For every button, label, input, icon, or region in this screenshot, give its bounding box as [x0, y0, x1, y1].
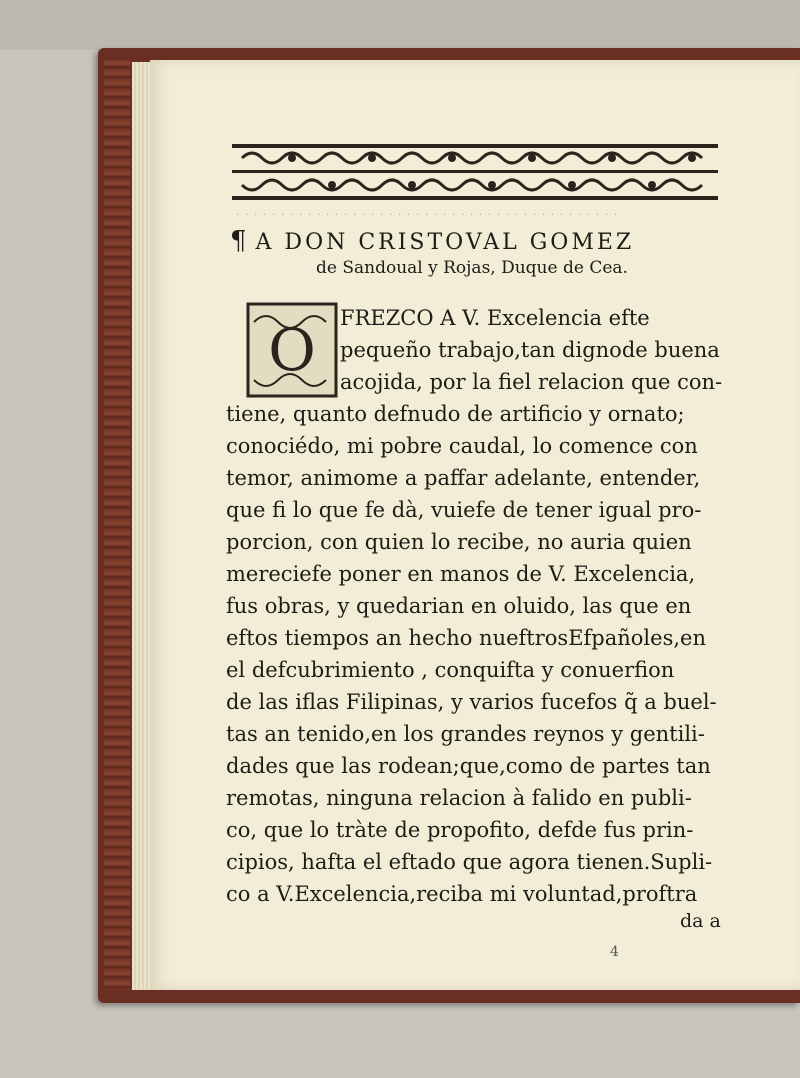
- dedication-subheading: de Sandoual y Rojas, Duque de Cea.: [316, 258, 628, 278]
- background-strip: [0, 0, 800, 50]
- text-line-4: tiene, quanto defnudo de artificio y ornato;: [226, 402, 685, 426]
- text-line-9: mereciefe poner en manos de V. Excelencia,: [226, 562, 696, 586]
- decorated-initial: [246, 302, 338, 398]
- initial-letter: O: [268, 316, 316, 384]
- text-line-8: porcion, con quien lo recibe, no auria quien: [226, 530, 692, 554]
- text-line-13: de las iflas Filipinas, y varios fucefos q̃ a buel-: [226, 690, 717, 714]
- text-line-19: co a V.Excelencia,reciba mi voluntad,proftra: [226, 882, 698, 906]
- page-edges: [132, 62, 152, 990]
- signature-mark: 4: [610, 944, 619, 960]
- dedication-heading: [230, 226, 720, 258]
- text-line-1: FREZCO A V. Excelencia efte: [340, 306, 650, 330]
- text-line-12: el defcubrimiento , conquifta y conuerfion: [226, 658, 675, 682]
- heading-text: A DON CRISTOVAL GOMEZ: [255, 230, 635, 255]
- show-through-text: · · · · · · · · · · · · · · · · · · · · · · · · · · · · · · · · · · · · · · · · · · ·: [236, 208, 619, 221]
- pilcrow: ¶: [230, 226, 250, 256]
- text-line-15: dades que las rodean;que,como de partes tan: [226, 754, 711, 778]
- text-line-14: tas an tenido,en los grandes reynos y gentili-: [226, 722, 705, 746]
- text-line-3: acojida, por la fiel relacion que con-: [340, 370, 723, 394]
- text-line-2: pequeño trabajo,tan dignode buena: [340, 338, 720, 362]
- cover-tooling: [104, 60, 130, 990]
- text-line-16: remotas, ninguna relacion à falido en publi-: [226, 786, 692, 810]
- text-line-5: conociédo, mi pobre caudal, lo comence con: [226, 434, 698, 458]
- catchword: da a: [680, 910, 721, 932]
- text-line-17: co, que lo tràte de propofito, defde fus prin-: [226, 818, 694, 842]
- text-line-10: fus obras, y quedarian en oluido, las que en: [226, 594, 692, 618]
- text-line-6: temor, animome a paffar adelante, entender,: [226, 466, 701, 490]
- text-line-18: cipios, hafta el eftado que agora tienen.Supli-: [226, 850, 713, 874]
- text-line-11: eftos tiempos an hecho nueftrosEfpañoles,en: [226, 626, 706, 650]
- text-line-7: que fi lo que fe dà, vuiefe de tener igual pro-: [226, 498, 702, 522]
- ornament-band: [232, 140, 718, 204]
